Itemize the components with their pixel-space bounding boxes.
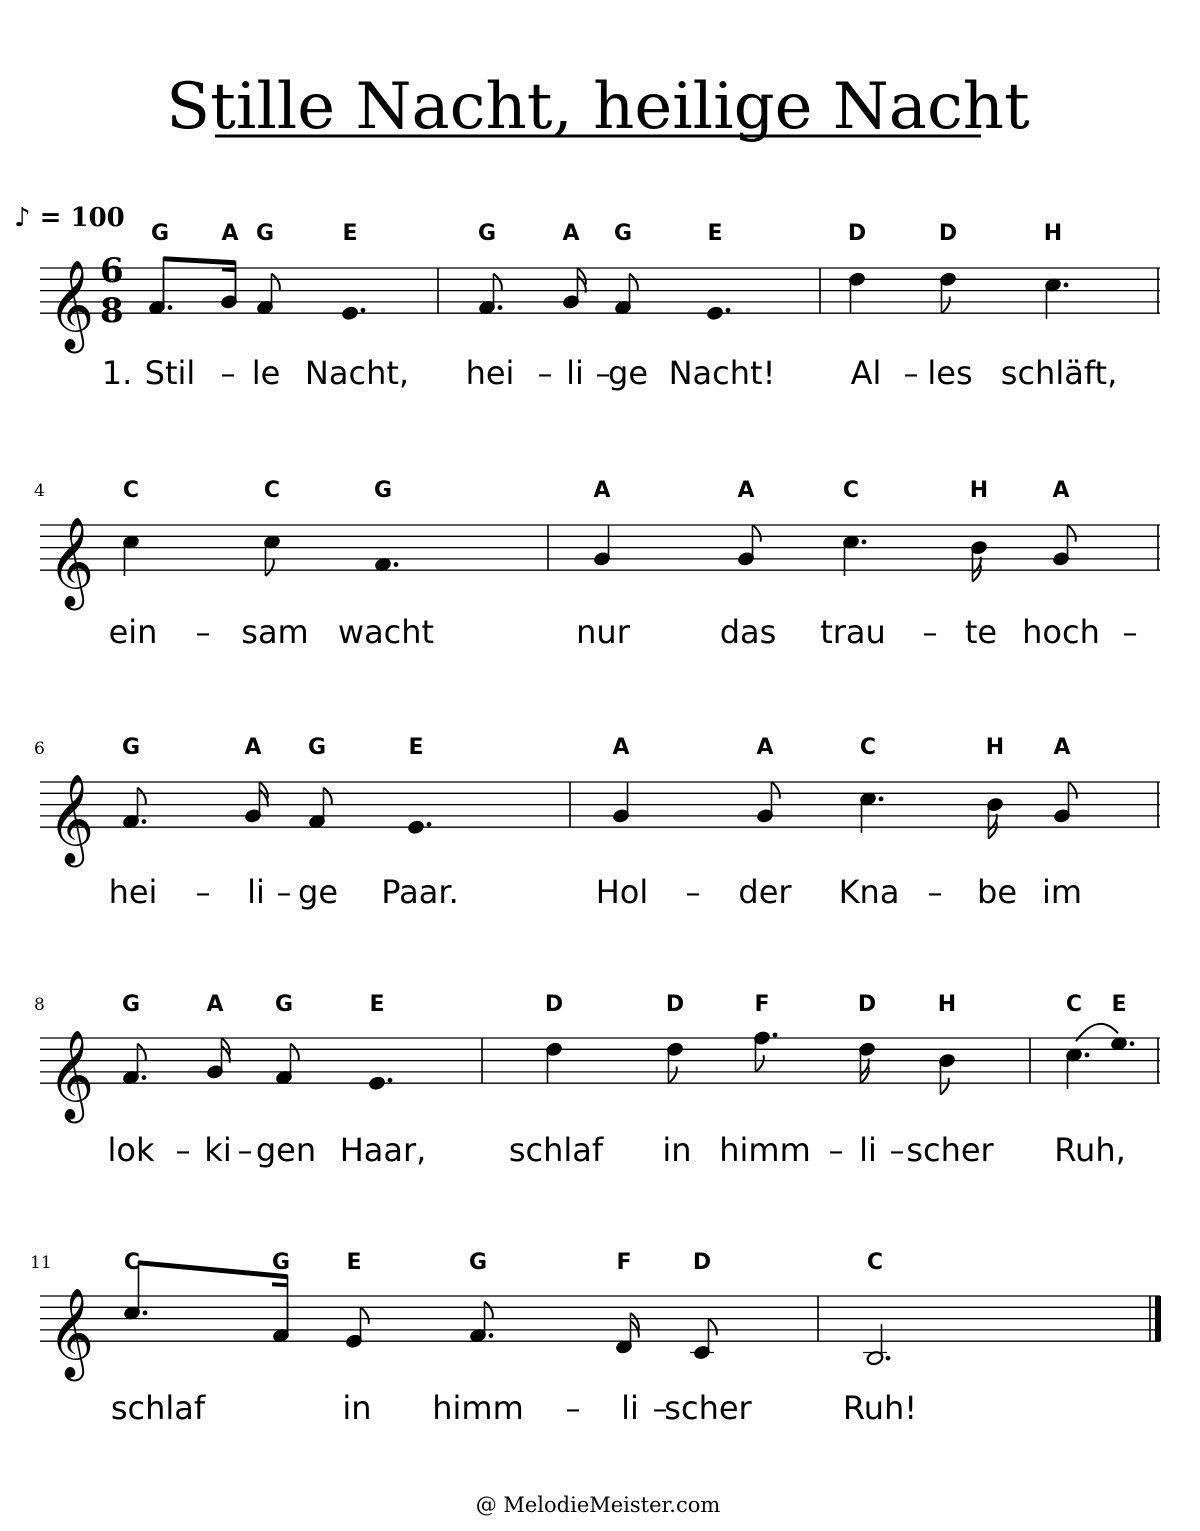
note-flag [630, 274, 638, 291]
note-name: A [1053, 735, 1071, 760]
music-notation [40, 256, 1161, 1382]
note-name: E [369, 992, 385, 1017]
note-name: E [1111, 992, 1127, 1017]
lyric-syllable: das [719, 613, 777, 651]
note-name: C [263, 478, 281, 503]
note-flag [709, 1319, 717, 1336]
lyrics-row [109, 613, 1138, 651]
note-name: G [613, 221, 633, 246]
note-names-row [122, 735, 1071, 760]
note-dot [142, 819, 147, 824]
lyric-syllable: in [342, 1389, 372, 1427]
credit-text: @ MelodieMeister.com [475, 1493, 721, 1517]
lyrics-row [109, 873, 1082, 911]
note-name: G [468, 1250, 488, 1275]
lyric-hyphen: – [175, 1134, 191, 1169]
note-flag [1069, 782, 1077, 799]
note-name: C [842, 478, 860, 503]
note-dot [498, 305, 503, 310]
lyric-syllable: im [1041, 873, 1083, 911]
note-name: E [346, 1250, 362, 1275]
lyric-syllable: Hol [595, 873, 649, 911]
lyric-syllable: hei [108, 873, 158, 911]
note-head [407, 819, 425, 835]
lyric-syllable: wacht [337, 613, 435, 651]
note-name: E [342, 221, 358, 246]
lyric-syllable: himm [432, 1389, 524, 1427]
note-name: C [122, 478, 140, 503]
note-dot [168, 305, 173, 310]
note-beam [139, 1260, 288, 1279]
note-flag [138, 788, 146, 805]
note-flag [756, 1055, 764, 1072]
lyric-syllable: schläft, [1000, 354, 1118, 392]
measure-number: 6 [34, 739, 45, 759]
lyric-syllable: schlaf [508, 1131, 604, 1169]
lyric-syllable: in [662, 1131, 692, 1169]
note-name: A [1052, 478, 1070, 503]
lyric-syllable: der [738, 873, 792, 911]
lyric-syllable: Haar, [339, 1131, 427, 1169]
note-name: F [616, 1250, 632, 1275]
lyric-syllable: ein [108, 613, 158, 651]
tempo-marking: ♪ = 100 [14, 203, 125, 233]
lyric-hyphen: – [903, 357, 919, 392]
lyrics-row [102, 354, 1118, 392]
note-dot [427, 822, 432, 827]
note-dot [1130, 1041, 1135, 1046]
note-dot [388, 1078, 393, 1083]
note-flag [753, 525, 761, 542]
note-name: A [244, 735, 262, 760]
note-dot [394, 562, 399, 567]
lyric-hyphen: – [537, 357, 553, 392]
lyric-syllable: trau [820, 613, 886, 651]
lyric-hyphen: – [927, 876, 943, 911]
note-beam [164, 256, 236, 265]
lyric-syllable: hei [465, 354, 515, 392]
note-flag [669, 1067, 677, 1084]
note-name: G [121, 735, 141, 760]
lyric-hyphen: – [195, 876, 211, 911]
note-name: C [859, 735, 877, 760]
note-flag [272, 274, 280, 291]
lyric-hyphen: – [889, 1134, 905, 1169]
note-name: F [754, 992, 770, 1017]
note-dot [143, 1311, 148, 1316]
note-flag [266, 559, 274, 576]
note-dot [1064, 283, 1069, 288]
note-flag [941, 1078, 949, 1095]
note-names-row [151, 221, 1062, 246]
lyric-syllable: li [566, 354, 584, 392]
lyric-hyphen: – [237, 1134, 253, 1169]
note-name: D [544, 992, 564, 1017]
note-head [368, 1075, 386, 1091]
lyric-syllable: himm [719, 1131, 811, 1169]
lyric-hyphen: – [195, 616, 211, 651]
note-name: D [692, 1250, 712, 1275]
note-name: G [477, 221, 497, 246]
note-head [706, 305, 724, 321]
note-name: D [857, 992, 877, 1017]
lyric-syllable: schlaf [110, 1389, 206, 1427]
note-name: H [969, 478, 989, 503]
final-bar-line [1155, 1296, 1161, 1341]
note-flag [138, 1044, 146, 1061]
note-name: G [255, 221, 275, 246]
note-name: A [593, 478, 611, 503]
lyric-syllable: ki [204, 1131, 232, 1169]
treble-clef-icon: 𝄞 [48, 517, 95, 608]
lyric-hyphen: – [922, 616, 938, 651]
song-title: Stille Nacht, heilige Nacht [166, 70, 1030, 144]
note-name: H [985, 735, 1005, 760]
lyrics-row [111, 1389, 917, 1427]
note-dot [361, 308, 366, 313]
note-dot [773, 1033, 778, 1038]
note-dot [489, 1333, 494, 1338]
lyric-syllable: Stil [144, 354, 196, 392]
note-name: G [150, 221, 170, 246]
note-flag [361, 1307, 369, 1324]
lyric-syllable: le [251, 354, 281, 392]
note-dot [142, 1075, 147, 1080]
note-name: H [937, 992, 957, 1017]
note-name: G [373, 478, 393, 503]
note-names-row [122, 992, 1127, 1017]
note-dot [726, 308, 731, 313]
lyric-syllable: ge [298, 873, 338, 911]
note-name: H [1043, 221, 1063, 246]
lyric-syllable: sam [241, 613, 309, 651]
lyric-hyphen: – [652, 1392, 668, 1427]
lyric-hyphen: – [828, 1134, 844, 1169]
lyric-syllable: Ruh, [1054, 1131, 1126, 1169]
lyric-syllable: scher [664, 1389, 752, 1427]
lyric-syllable: hoch [1022, 613, 1100, 651]
lyric-hyphen: – [595, 357, 611, 392]
note-name: G [274, 992, 294, 1017]
lyric-syllable: scher [906, 1131, 994, 1169]
note-name: E [408, 735, 424, 760]
note-name: D [938, 221, 958, 246]
treble-clef-icon: 𝄞 [48, 774, 95, 865]
note-flag [772, 782, 780, 799]
lyric-syllable: 1. [101, 354, 133, 392]
lyric-syllable: Nacht, [304, 354, 410, 392]
note-name: E [707, 221, 723, 246]
lyric-syllable: li [859, 1131, 877, 1169]
lyric-syllable: les [927, 354, 973, 392]
lyric-syllable: ge [608, 354, 648, 392]
note-name: C [866, 1250, 884, 1275]
lyric-hyphen: – [220, 357, 236, 392]
note-name: D [847, 221, 867, 246]
lyric-syllable: Kna [838, 873, 900, 911]
measure-number: 11 [30, 1253, 52, 1273]
note-flag [324, 788, 332, 805]
note-dot [879, 797, 884, 802]
note-name: A [756, 735, 774, 760]
note-name: G [271, 1250, 291, 1275]
lyric-syllable: Paar. [381, 873, 459, 911]
lyric-syllable: Ruh! [842, 1389, 918, 1427]
lyric-syllable: be [977, 873, 1017, 911]
note-flag [485, 1302, 493, 1319]
note-dot [1085, 1053, 1090, 1058]
note-name: A [206, 992, 224, 1017]
lyric-syllable: nur [576, 613, 630, 651]
note-flag [291, 1044, 299, 1061]
note-name: A [737, 478, 755, 503]
note-flag [1068, 525, 1076, 542]
note-flag [942, 297, 950, 314]
treble-clef-icon: 𝄞 [48, 1030, 95, 1121]
lyrics-row [108, 1131, 1126, 1169]
treble-clef-icon: 𝄞 [48, 1288, 95, 1379]
lyric-syllable: gen [255, 1131, 317, 1169]
note-name: A [562, 221, 580, 246]
note-head [341, 305, 359, 321]
lyric-syllable: li [621, 1389, 639, 1427]
note-name: C [1065, 992, 1083, 1017]
time-signature-bottom: 8 [100, 291, 124, 331]
note-dot [862, 540, 867, 545]
lyric-hyphen: – [685, 876, 701, 911]
lyric-syllable: Al [850, 354, 882, 392]
note-name: G [307, 735, 327, 760]
note-name: A [612, 735, 630, 760]
lyric-syllable: li [247, 873, 265, 911]
note-dot [886, 1356, 891, 1361]
lyric-syllable: Nacht! [668, 354, 776, 392]
lyric-syllable: te [964, 613, 998, 651]
measure-number: 4 [34, 481, 45, 501]
treble-clef-icon: 𝄞 [48, 260, 95, 351]
lyric-hyphen: – [565, 1392, 581, 1427]
note-beam [272, 1282, 288, 1287]
note-flag [494, 274, 502, 291]
note-name: D [665, 992, 685, 1017]
time-signature-top: 6 [100, 251, 124, 291]
lyric-hyphen: – [276, 876, 292, 911]
note-name: C [123, 1250, 141, 1275]
note-name: A [221, 221, 239, 246]
note-name: G [121, 992, 141, 1017]
measure-number: 8 [34, 995, 45, 1015]
lyric-syllable: lok [107, 1131, 155, 1169]
lyric-hyphen: – [1122, 616, 1138, 651]
note-names-row [123, 478, 1070, 503]
